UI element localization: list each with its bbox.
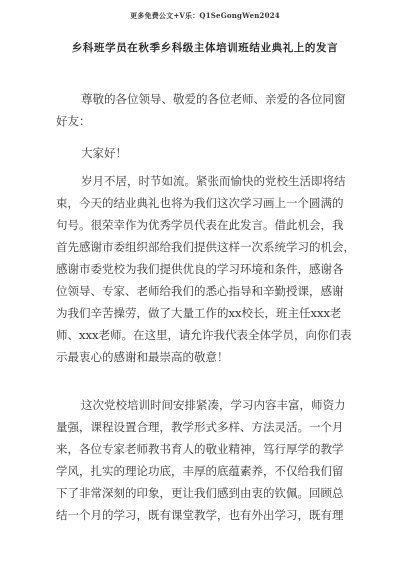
body-line: 来，各位专家老师教书育人的敬业精神，笃行厚学的教学 xyxy=(56,442,344,456)
body-line: 量强，课程设置合理，教学形式多样、方法灵活。一个月 xyxy=(56,420,344,434)
body-paragraph-2 xyxy=(56,394,356,526)
body-line: 感谢市委党校为我们提供优良的学习环境和条件，感谢各 xyxy=(56,262,344,276)
body-line: 示最衷心的感谢和最崇高的敬意！ xyxy=(56,350,229,364)
hello-paragraph xyxy=(56,142,356,164)
body-line: 结一个月的学习，既有课堂教学，也有外出学习，既有理 xyxy=(56,508,344,522)
body-line: 句号。很荣幸作为优秀学员代表在此发言。借此机会，我 xyxy=(56,218,344,232)
body-line: 下了非常深刻的印象，更让我们感到由衷的钦佩。回顾总 xyxy=(56,486,344,500)
document-title: 乡科班学员在秋季乡科级主体培训班结业典礼上的发言 xyxy=(71,42,339,54)
body-line: 为我们辛苦操劳，做了大量工作的xx校长，班主任xxx老 xyxy=(56,306,342,320)
body-line: 束，今天的结业典礼也将为我们这次学习画上一个圆满的 xyxy=(56,196,344,210)
body-line: 位领导、专家、老师给我们的悉心指导和辛勤授课，感谢 xyxy=(56,284,344,298)
greeting-line: 尊敬的各位领导、敬爱的各位老师、亲爱的各位同窗 xyxy=(81,92,346,106)
hello-line: 大家好！ xyxy=(81,146,127,160)
body-line: 师、xxx老师。在这里，请允许我代表全体学员，向你们表 xyxy=(56,328,352,342)
header-note: 更多免费公文+V乐：Q1SeGongWen2024 xyxy=(130,11,280,20)
body-line: 首先感谢市委组织部给我们提供这样一次系统学习的机会， xyxy=(56,240,355,254)
body-paragraph-1 xyxy=(56,170,356,368)
body-line: 岁月不居，时节如流。紧张而愉快的党校生活即将结 xyxy=(81,174,346,188)
body-line: 学风，扎实的理论功底，丰厚的底蕴素养，不仅给我们留 xyxy=(56,464,344,478)
greeting-line: 好友： xyxy=(56,114,91,128)
body-line: 这次党校培训时间安排紧凑，学习内容丰富，师资力 xyxy=(81,398,346,412)
greeting-paragraph xyxy=(56,88,356,132)
